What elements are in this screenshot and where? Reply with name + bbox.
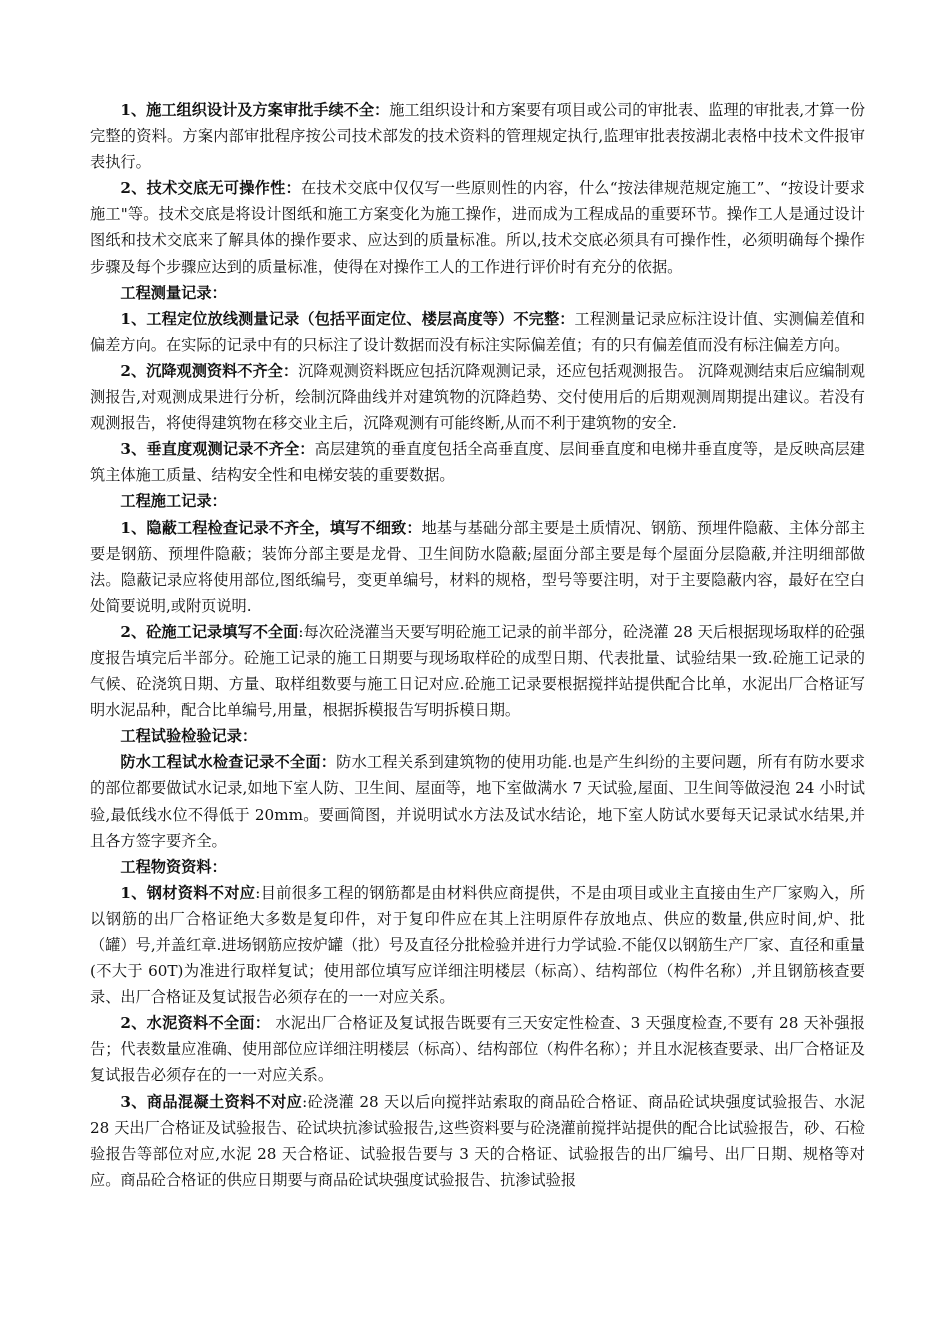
paragraph-text: 沉降观测资料既应包括沉降观测记录，还应包括观测报告。 沉降观测结束后应编制观测报告,对观测成果进行分析，绘制沉降曲线并对建筑物的沉降趋势、交付使用后的后期观测周期提出建议。若没有观测报告，将使得建筑物在移交业主后，沉降观测有可能终断,从而不利于建筑物的安全. xyxy=(90,361,865,433)
section-heading: 工程施工记录： xyxy=(120,492,227,511)
document-body xyxy=(90,97,865,1193)
paragraph-lead: 2、沉降观测资料不齐全： xyxy=(120,361,299,380)
paragraph xyxy=(90,749,865,853)
paragraph-text: :目前很多工程的钢筋都是由材料供应商提供，不是由项目或业主直接由生产厂家购入，所以钢筋的出厂合格证绝大多数是复印件，对于复印件应在其上注明原件存放地点、供应的数量,供应时间,炉、批（罐）号,并盖红章.进场钢筋应按炉罐（批）号及直径分批检验并进行力学试验.不能仅以钢筋生产厂家、直径和重量(不大于 60T)为准进行取样复试；使用部位填写应详细注明楼层（标高）、结构部位（构件名称）,并且钢筋核查要录、出厂合格证及复试报告必须存在的一一对应关系。 xyxy=(90,883,865,1007)
paragraph-lead: 1、隐蔽工程检查记录不齐全，填写不细致： xyxy=(120,518,422,537)
paragraph xyxy=(90,515,865,619)
paragraph-lead: 3、垂直度观测记录不齐全： xyxy=(120,440,315,459)
paragraph-text: 工程测量记录应标注设计值、实测偏差值和偏差方向。在实际的记录中有的只标注了设计数据而没有标注实际偏差值；有的只有偏差值而没有标注偏差方向。 xyxy=(90,309,865,354)
paragraph xyxy=(90,1089,865,1193)
paragraph-lead: 防水工程试水检查记录不全面： xyxy=(120,753,337,772)
paragraph-text: :每次砼浇灌当天要写明砼施工记录的前半部分，砼浇灌 28 天后根据现场取样的砼强度报告填完后半部分。砼施工记录的施工日期要与现场取样砼的成型日期、代表批量、试验结果一致.砼施工记录的气候、砼浇筑日期、方量、取样组数要与施工日记对应.砼施工记录要根据搅拌站提供配合比单，水泥出厂合格证写明水泥品种，配合比单编号,用量，根据拆模报告写明拆模日期。 xyxy=(90,622,865,720)
paragraph-lead: 1、钢材资料不对应 xyxy=(120,883,256,902)
paragraph-lead: 1、施工组织设计及方案审批手续不全： xyxy=(120,101,390,119)
section-heading: 工程测量记录： xyxy=(120,283,227,302)
paragraph-lead: 3、商品混凝土资料不对应 xyxy=(120,1092,303,1111)
paragraph-lead: 2、砼施工记录填写不全面 xyxy=(120,622,299,641)
paragraph-lead: 1、工程定位放线测量记录（包括平面定位、楼层高度等）不完整： xyxy=(120,309,575,328)
paragraph xyxy=(90,1010,865,1088)
paragraph-text: 施工组织设计和方案要有项目或公司的审批表、监理的审批表,才算一份完整的资料。方案内部审批程序按公司技术部发的技术资料的管理规定执行,监理审批表按湖北表格中技术文件报审表执行。 xyxy=(90,101,866,172)
paragraph-text: 在技术交底中仅仅写一些原则性的内容，什么“按法律规范规定施工”、“按设计要求施工"等。技术交底是将设计图纸和施工方案变化为施工操作，进而成为工程成品的重要环节。操作工人是通过设计图纸和技术交底来了解具体的操作要求、应达到的质量标准。所以,技术交底必须具有可操作性，必须明确每个操作步骤及每个步骤应达到的质量标准，使得在对操作工人的工作进行评价时有充分的依据。 xyxy=(90,179,865,276)
paragraph-text: 高层建筑的垂直度包括全高垂直度、层间垂直度和电梯井垂直度等，是反映高层建筑主体施工质量、结构安全性和电梯安装的重要数据。 xyxy=(90,440,865,485)
paragraph-text: 地基与基础分部主要是土质情况、钢筋、预埋件隐蔽、主体分部主要是钢筋、预埋件隐蔽；装饰分部主要是龙骨、卫生间防水隐蔽;屋面分部主要是每个屋面分层隐蔽,并注明细部做法。隐蔽记录应将使用部位,图纸编号，变更单编号，材料的规格，型号等要注明，对于主要隐蔽内容，最好在空白处简要说明,或附页说明. xyxy=(90,518,865,615)
paragraph xyxy=(90,619,865,723)
paragraph xyxy=(90,358,865,436)
paragraph xyxy=(90,97,865,175)
paragraph xyxy=(90,880,865,1010)
paragraph-text: 防水工程关系到建筑物的使用功能.也是产生纠纷的主要问题，所有有防水要求的部位都要做试水记录,如地下室人防、卫生间、屋面等，地下室做满水 7 天试验,屋面、卫生间等做浸泡 24 小时试验,最低线水位不得低于 20mm。要画简图，并说明试水方法及试水结论，地下室人防试水要每天记录试水结果,并且各方签字要齐全。 xyxy=(90,753,866,850)
paragraph xyxy=(90,306,865,358)
paragraph xyxy=(90,436,865,488)
paragraph xyxy=(90,175,865,279)
section-heading: 工程试验检验记录： xyxy=(120,727,258,746)
section-heading: 工程物资资料： xyxy=(120,857,227,876)
paragraph-text: 水泥出厂合格证及复试报告既要有三天安定性检查、3 天强度检查,不要有 28 天补强报告；代表数量应准确、使用部位应详细注明楼层（标高）、结构部位（构件名称）；并且水泥核查要录、出厂合格证及复试报告必须存在的一一对应关系。 xyxy=(90,1014,865,1085)
paragraph-text: :砼浇灌 28 天以后向搅拌站索取的商品砼合格证、商品砼试块强度试验报告、水泥 28 天出厂合格证及试验报告、砼试块抗渗试验报告,这些资料要与砼浇灌前搅拌站提供的配合比试验报告，砂、石检验报告等部位对应,水泥 28 天合格证、试验报告要与 3 天的合格证、试验报告的出厂编号、出厂日期、规格等对应。商品砼合格证的供应日期要与商品砼试块强度试验报告、抗渗试验报 xyxy=(90,1092,865,1189)
paragraph-lead: 2、技术交底无可操作性： xyxy=(120,179,301,198)
paragraph-lead: 2、水泥资料不全面： xyxy=(120,1014,271,1033)
